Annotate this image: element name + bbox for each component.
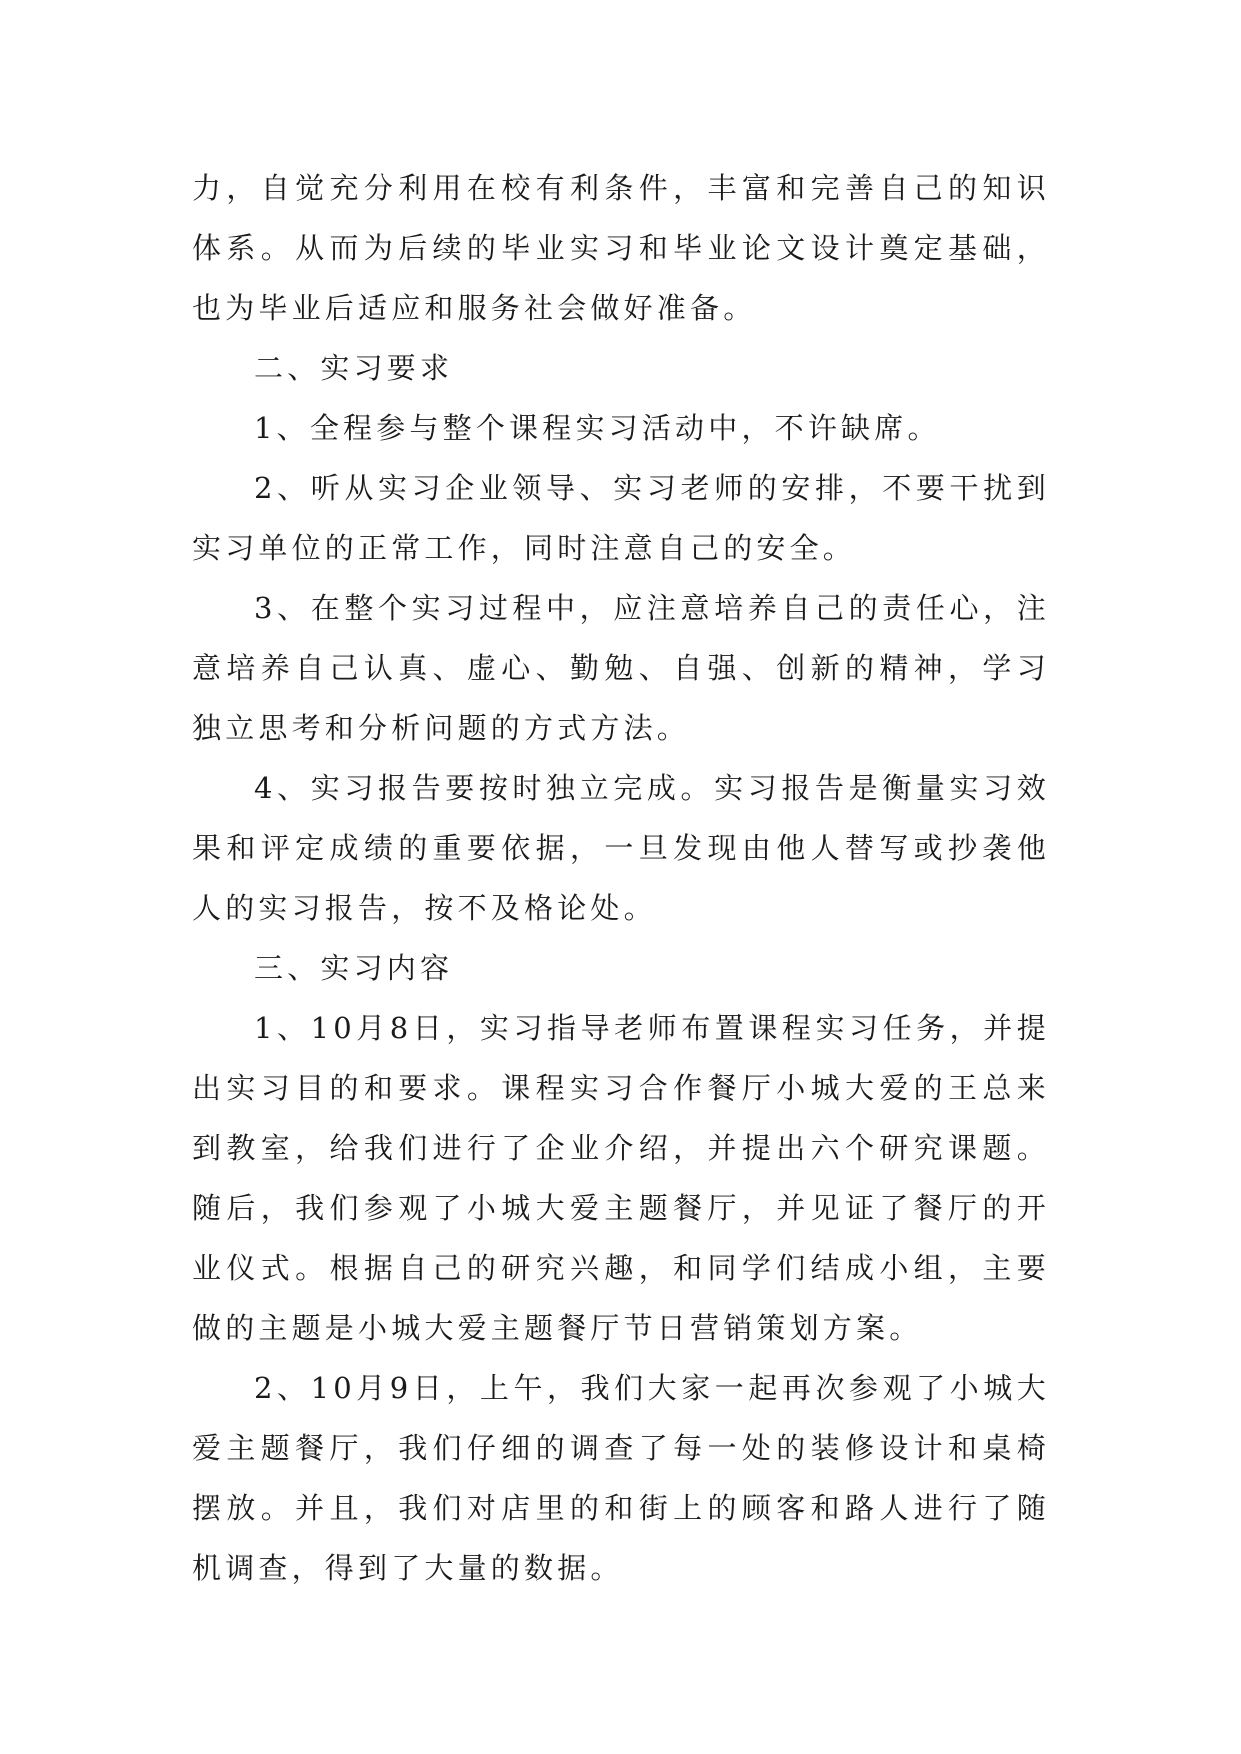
requirement-item-2: 2、听从实习企业领导、实习老师的安排，不要干扰到实习单位的正常工作，同时注意自己的安全。 xyxy=(192,471,1050,565)
document-body xyxy=(192,158,1050,1598)
section-heading-requirements: 二、实习要求 xyxy=(254,351,454,385)
section-heading-content: 三、实习内容 xyxy=(254,951,454,985)
requirement-item-4: 4、实习报告要按时独立完成。实习报告是衡量实习效果和评定成绩的重要依据，一旦发现由他人替写或抄袭他人的实习报告，按不及格论处。 xyxy=(192,771,1050,925)
requirement-item-1: 1、全程参与整个课程实习活动中，不许缺席。 xyxy=(254,411,941,445)
paragraph-continuation: 力，自觉充分利用在校有利条件，丰富和完善自己的知识体系。从而为后续的毕业实习和毕业论文设计奠定基础，也为毕业后适应和服务社会做好准备。 xyxy=(192,171,1050,325)
content-item-1: 1、10月8日，实习指导老师布置课程实习任务，并提出实习目的和要求。课程实习合作餐厅小城大爱的王总来到教室，给我们进行了企业介绍，并提出六个研究课题。随后，我们参观了小城大爱主题餐厅，并见证了餐厅的开业仪式。根据自己的研究兴趣，和同学们结成小组，主要做的主题是小城大爱主题餐厅节日营销策划方案。 xyxy=(192,1011,1050,1345)
content-item-2: 2、10月9日，上午，我们大家一起再次参观了小城大爱主题餐厅，我们仔细的调查了每一处的装修设计和桌椅摆放。并且，我们对店里的和街上的顾客和路人进行了随机调查，得到了大量的数据。 xyxy=(192,1371,1050,1585)
requirement-item-3: 3、在整个实习过程中，应注意培养自己的责任心，注意培养自己认真、虚心、勤勉、自强、创新的精神，学习独立思考和分析问题的方式方法。 xyxy=(192,591,1050,745)
